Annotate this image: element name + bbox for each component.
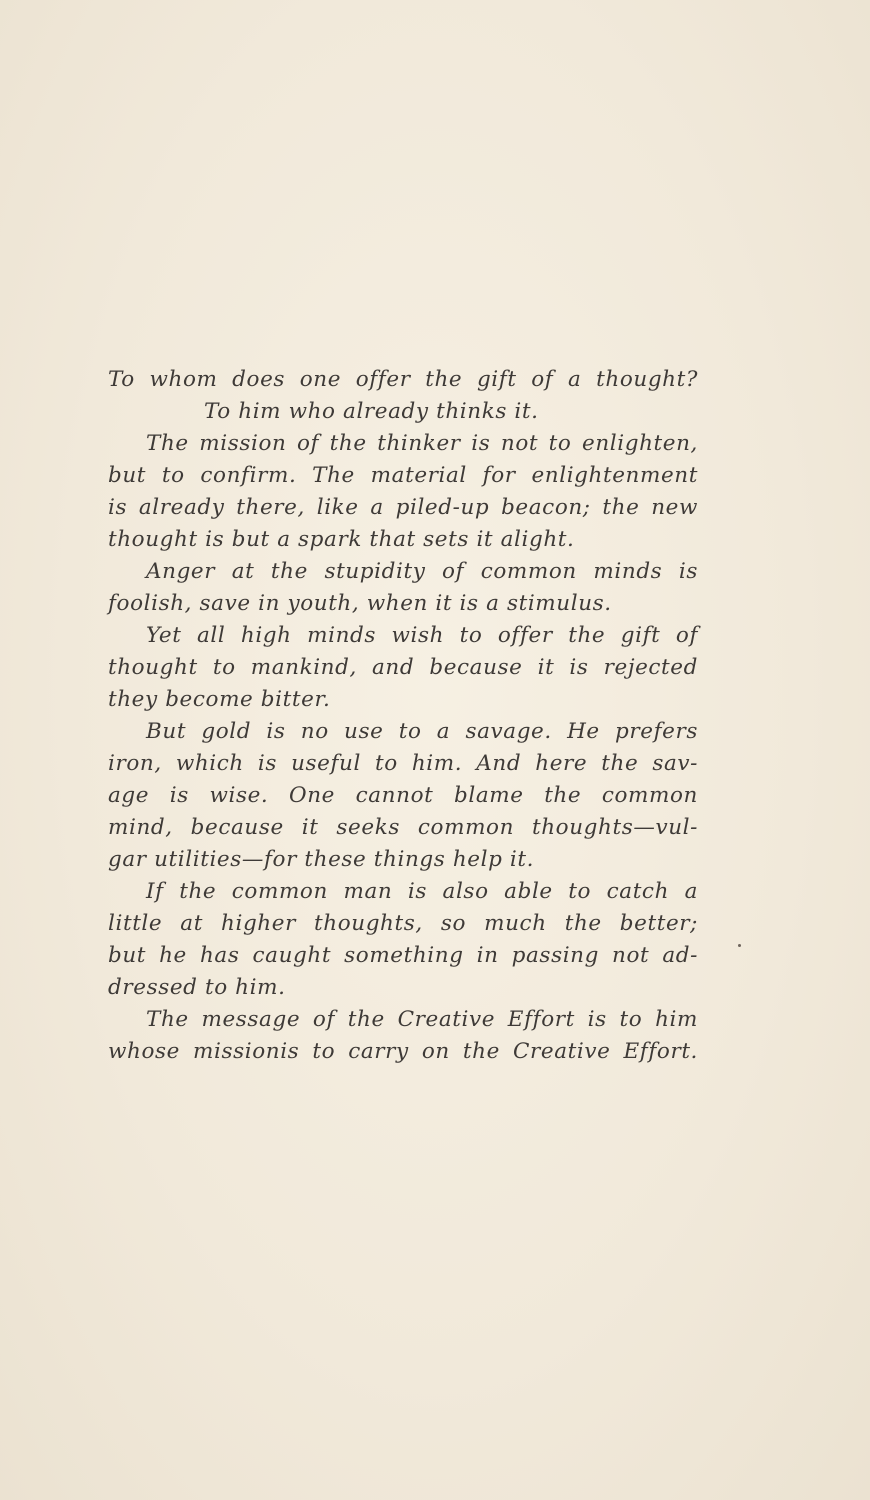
text-line: foolish, save in youth, when it is a stimulus. bbox=[108, 591, 612, 616]
text-line: If the common man is also able to catch a bbox=[146, 879, 698, 904]
text-line: is already there, like a piled-up beacon; the new bbox=[108, 495, 698, 520]
text-line: iron, which is useful to him. And here the sav- bbox=[108, 751, 698, 776]
text-line: The message of the Creative Effort is to him bbox=[146, 1007, 698, 1032]
text-line: But gold is no use to a savage. He prefers bbox=[146, 719, 698, 744]
text-line: The mission of the thinker is not to enlighten, bbox=[146, 431, 698, 456]
text-line: To him who already thinks it. bbox=[204, 399, 539, 424]
text-line: mind, because it seeks common thoughts—vul- bbox=[108, 815, 698, 840]
text-line: To whom does one offer the gift of a thought? bbox=[108, 367, 698, 392]
text-block bbox=[108, 364, 698, 1068]
text-line: little at higher thoughts, so much the better; bbox=[108, 911, 698, 936]
text-line: thought to mankind, and because it is rejected bbox=[108, 655, 698, 680]
text-line: gar utilities—for these things help it. bbox=[108, 847, 535, 872]
text-line: age is wise. One cannot blame the common bbox=[108, 783, 698, 808]
text-line: whose missionis to carry on the Creative Effort. bbox=[108, 1039, 698, 1064]
text-line: they become bitter. bbox=[108, 687, 331, 712]
paper-speck bbox=[738, 944, 741, 947]
text-line: but to confirm. The material for enlightenment bbox=[108, 463, 698, 488]
text-line: thought is but a spark that sets it alight. bbox=[108, 527, 575, 552]
text-line: but he has caught something in passing not ad- bbox=[108, 943, 698, 968]
text-line: Anger at the stupidity of common minds is bbox=[146, 559, 698, 584]
text-line: dressed to him. bbox=[108, 975, 286, 1000]
text-line: Yet all high minds wish to offer the gift of bbox=[146, 623, 698, 648]
